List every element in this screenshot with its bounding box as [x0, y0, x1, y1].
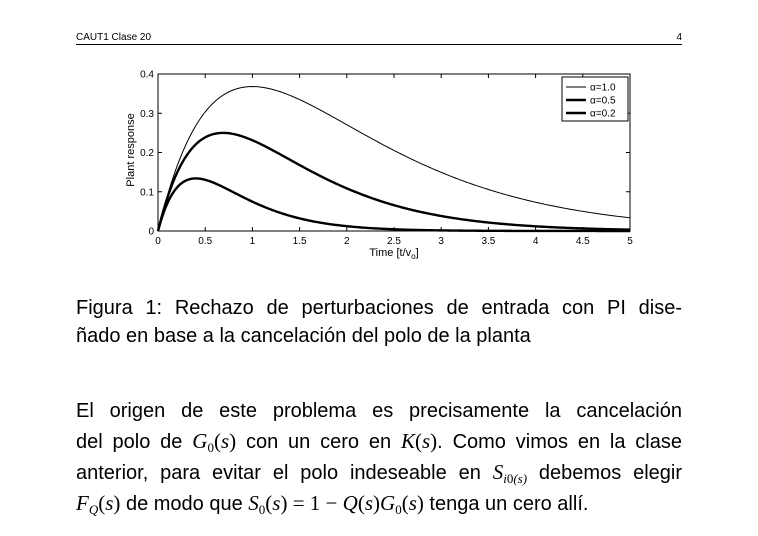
y-axis-label: Plant response	[125, 113, 137, 187]
figure-caption	[76, 294, 682, 350]
y-tick-label: 0	[148, 226, 154, 238]
page-number: 4	[676, 32, 682, 43]
paragraph-line-4: $F_Q(s)$ de modo que $S_0(s) = 1 - Q(s)G_0(s)$ tenga un cero allí.	[76, 491, 589, 517]
math-g0: $G_0(s)$	[192, 429, 237, 455]
series-line-0	[158, 87, 630, 231]
math-k: K(s)	[400, 429, 438, 453]
header-rule	[76, 44, 682, 45]
course-title: CAUT1 Clase 20	[76, 32, 152, 43]
x-tick-label: 5	[627, 236, 633, 247]
x-tick-label: 3	[438, 236, 444, 247]
y-tick-label: 0.3	[140, 108, 154, 120]
x-tick-label: 1.5	[292, 236, 307, 247]
math-s0-equation: $S_0(s) = 1 - Q(s)G_0(s)$	[248, 491, 424, 517]
caption-line-2: ñado en base a la cancelación del polo de la planta	[76, 325, 531, 347]
x-tick-label: 4	[532, 236, 539, 247]
y-tick-label: 0.4	[140, 69, 154, 81]
body-paragraph	[76, 396, 682, 519]
paragraph-line-3: anterior, para evitar el polo indeseable en $S_{i0(s)}$ debemos elegir	[76, 460, 682, 486]
plant-response-chart	[110, 62, 650, 272]
legend-label: α=0.2	[590, 108, 616, 120]
x-tick-label: 3.5	[481, 236, 496, 247]
paragraph-line-1: El origen de este problema es precisamente la cancelación	[76, 400, 682, 422]
math-fq: $F_Q(s)$	[76, 491, 121, 517]
caption-line-1: Figura 1: Rechazo de perturbaciones de entrada con PI dise-	[76, 297, 682, 319]
math-si0: $S_{i0(s)}$	[492, 460, 528, 486]
x-tick-label: 0	[155, 236, 161, 247]
series-lines	[158, 87, 630, 231]
axes	[140, 70, 633, 248]
x-tick-label: 4.5	[575, 236, 590, 247]
paragraph-line-2: del polo de $G_0(s)$ con un cero en K(s). Como vimos en la clase	[76, 429, 682, 455]
x-axis-label: Time $[t/v_o]$	[369, 247, 419, 261]
y-tick-label: 0.1	[140, 187, 154, 199]
page-header	[76, 32, 682, 44]
y-tick-label: 0.2	[140, 148, 154, 159]
x-tick-label: 2	[344, 236, 350, 247]
legend-label: α=1.0	[590, 82, 616, 94]
x-tick-label: 1	[249, 236, 256, 247]
legend	[562, 77, 628, 121]
x-tick-label: 0.5	[198, 236, 213, 247]
series-line-1	[158, 133, 630, 231]
x-tick-label: 2.5	[387, 236, 401, 247]
legend-label: α=0.5	[590, 95, 616, 107]
